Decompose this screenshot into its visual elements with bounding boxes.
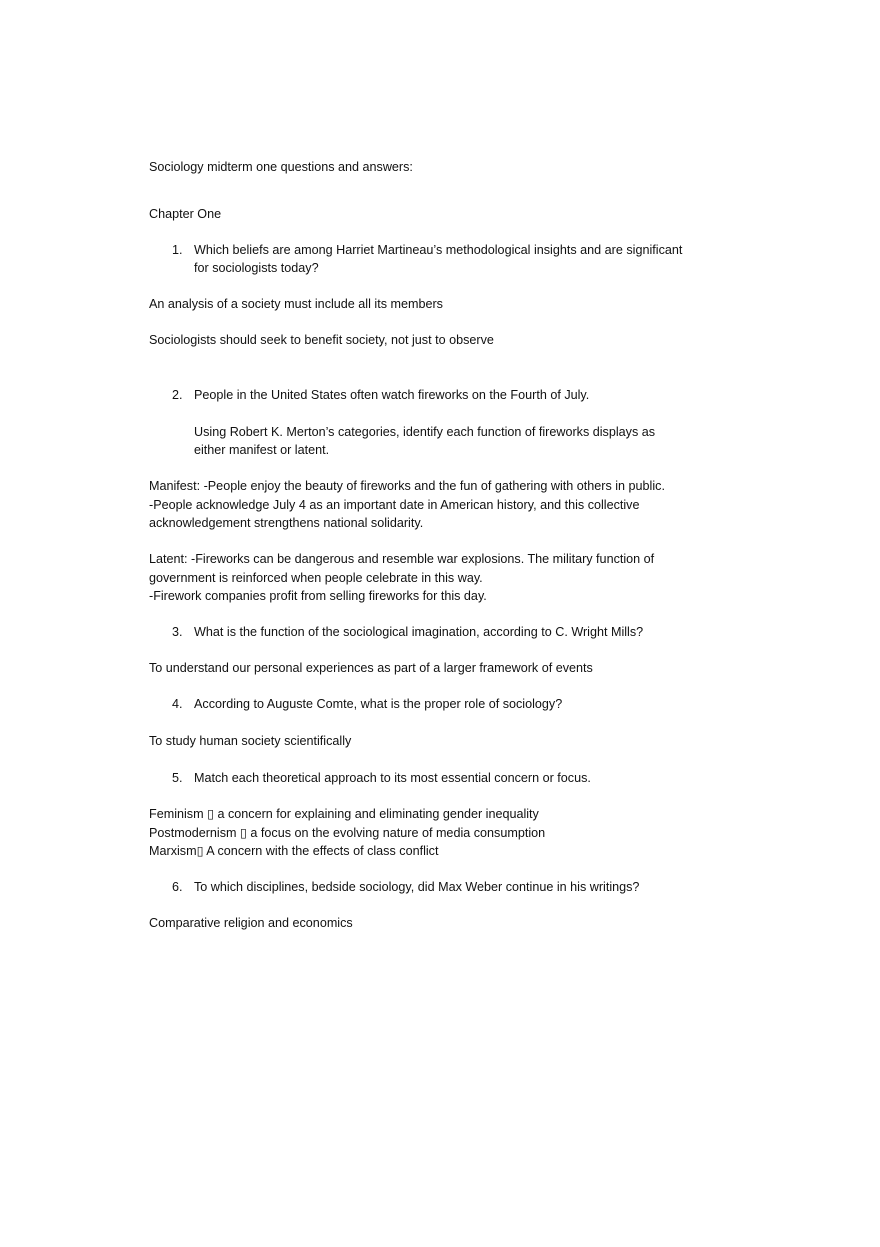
answer-6: Comparative religion and economics: [149, 916, 353, 930]
question-number: 5.: [172, 771, 183, 785]
question-1-text: for sociologists today?: [194, 261, 319, 275]
question-number: 1.: [172, 243, 183, 257]
answer-5: Marxism▯ A concern with the effects of class conflict: [149, 844, 439, 858]
answer-1: Sociologists should seek to benefit society, not just to observe: [149, 333, 494, 347]
answer-4: To study human society scientifically: [149, 734, 352, 748]
answer-2-latent: -Firework companies profit from selling fireworks for this day.: [149, 589, 487, 603]
answer-2-manifest: -People acknowledge July 4 as an important date in American history, and this collective: [149, 498, 640, 512]
answer-2-manifest: acknowledgement strengthens national solidarity.: [149, 516, 424, 530]
question-1-text: Which beliefs are among Harriet Martineau’s methodological insights and are significant: [194, 243, 683, 257]
answer-5: Feminism ▯ a concern for explaining and eliminating gender inequality: [149, 807, 539, 821]
question-2-text: People in the United States often watch fireworks on the Fourth of July.: [194, 388, 590, 402]
question-2-text: Using Robert K. Merton’s categories, identify each function of fireworks displays as: [194, 425, 656, 439]
document-title: Sociology midterm one questions and answers:: [149, 160, 413, 174]
answer-2-latent: government is reinforced when people celebrate in this way.: [149, 571, 483, 585]
answer-2-manifest: Manifest: -People enjoy the beauty of fireworks and the fun of gathering with others in public.: [149, 479, 665, 493]
question-number: 6.: [172, 880, 183, 894]
question-2-text: either manifest or latent.: [194, 443, 330, 457]
question-6-text: To which disciplines, bedside sociology, did Max Weber continue in his writings?: [194, 880, 640, 894]
question-number: 3.: [172, 625, 183, 639]
question-number: 4.: [172, 697, 183, 711]
question-number: 2.: [172, 388, 183, 402]
chapter-heading: Chapter One: [149, 207, 222, 221]
question-5-text: Match each theoretical approach to its most essential concern or focus.: [194, 771, 591, 785]
answer-2-latent: Latent: -Fireworks can be dangerous and resemble war explosions. The military function of: [149, 552, 655, 566]
answer-5: Postmodernism ▯ a focus on the evolving nature of media consumption: [149, 826, 546, 840]
answer-1: An analysis of a society must include all its members: [149, 297, 443, 311]
answer-3: To understand our personal experiences as part of a larger framework of events: [149, 661, 593, 675]
question-3-text: What is the function of the sociological imagination, according to C. Wright Mills?: [194, 625, 644, 639]
question-4-text: According to Auguste Comte, what is the proper role of sociology?: [194, 697, 563, 711]
